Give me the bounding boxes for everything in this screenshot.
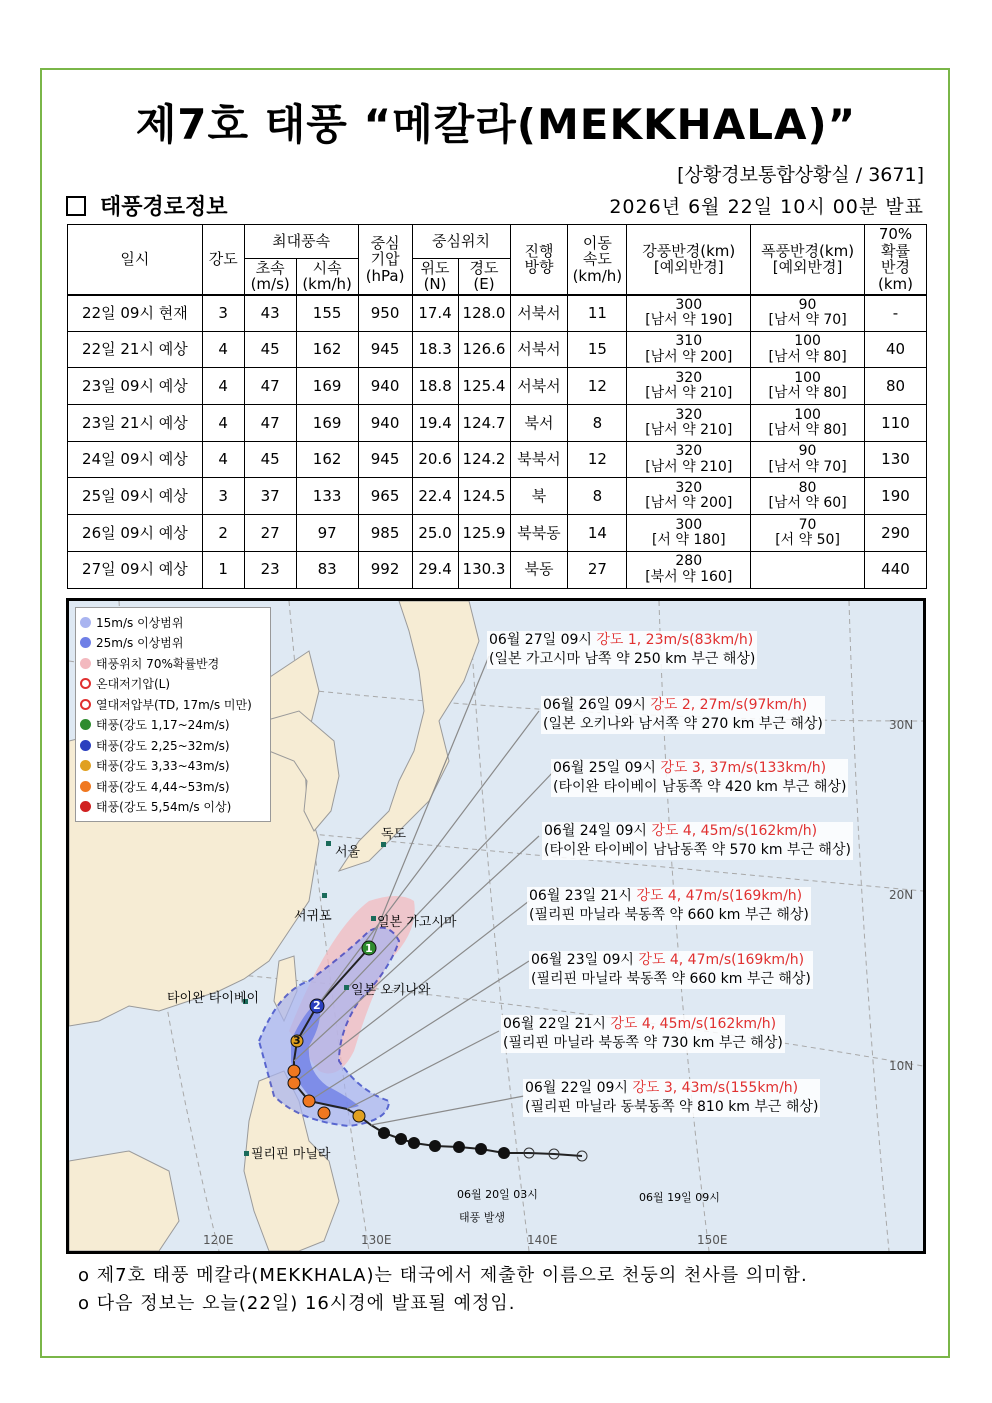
legend-item [80, 633, 266, 654]
typhoon-marker [429, 1140, 441, 1152]
cell-pressure: 992 [358, 551, 412, 588]
cell-lat: 18.3 [412, 331, 458, 368]
header-direction: 진행 방향 [510, 225, 568, 295]
cell-pressure: 950 [358, 295, 412, 332]
legend-item [80, 694, 266, 715]
checkbox-icon [66, 196, 86, 216]
cell-direction: 북서 [510, 405, 568, 442]
cell-prob: 130 [864, 441, 926, 478]
annotation-day26: 06월 26일 09시 강도 2, 27m/s(97km/h) (일본 오키나와 남서쪽 약 270 km 부근 해상) [543, 697, 823, 732]
note-2: o 다음 정보는 오늘(22일) 16시경에 발표될 예정임. [78, 1292, 516, 1314]
legend-label: 태풍(강도 3,33~43m/s) [96, 759, 230, 774]
header-lat: 위도 (N) [412, 259, 458, 295]
cell-wind-ms: 43 [244, 295, 296, 332]
cell-lon: 130.3 [458, 551, 510, 588]
cell-strength: 3 [202, 295, 244, 332]
cell-wind-kmh: 169 [296, 405, 358, 442]
typhoon-marker [408, 1137, 420, 1149]
section-title: 태풍경로정보 [100, 195, 228, 220]
typhoon-track-map [66, 598, 926, 1254]
cell-datetime: 22일 21시 예상 [68, 331, 203, 368]
grid-140e: 140E [527, 1233, 558, 1247]
table-row [68, 551, 927, 588]
cell-lat: 29.4 [412, 551, 458, 588]
header-wind-ms: 초속 (m/s) [244, 259, 296, 295]
grid-130e: 130E [361, 1233, 392, 1247]
cell-strength: 4 [202, 368, 244, 405]
cell-storm: 100 [남서 약 80] [751, 405, 865, 442]
cell-prob: 40 [864, 331, 926, 368]
annotation-day23-09: 06월 23일 09시 강도 4, 47m/s(169km/h) (필리핀 마닐라 북동쪽 약 660 km 부근 해상) [531, 952, 811, 987]
cell-lon: 128.0 [458, 295, 510, 332]
header-pressure: 중심 기압 (hPa) [358, 225, 412, 295]
cell-lon: 124.7 [458, 405, 510, 442]
cell-storm: 90 [남서 약 70] [751, 441, 865, 478]
issued-time: 2026년 6월 22일 10시 00분 발표 [609, 196, 924, 218]
marker-number-2: 2 [313, 999, 321, 1012]
cell-direction: 서북서 [510, 295, 568, 332]
legend-item [80, 653, 266, 674]
place-kagoshima: 일본 가고시마 [377, 915, 457, 930]
cell-pressure: 940 [358, 405, 412, 442]
header-strength: 강도 [202, 225, 244, 295]
legend-swatch-icon [80, 801, 91, 812]
cell-prob: 290 [864, 515, 926, 552]
legend-label: 15m/s 이상범위 [96, 615, 184, 630]
cell-lat: 22.4 [412, 478, 458, 515]
typhoon-marker-s3 [353, 1110, 365, 1122]
cell-speed: 12 [568, 441, 627, 478]
legend-swatch-icon [80, 760, 91, 771]
cell-datetime: 23일 21시 예상 [68, 405, 203, 442]
cell-pressure: 985 [358, 515, 412, 552]
cell-lon: 125.9 [458, 515, 510, 552]
typhoon-marker [475, 1143, 487, 1155]
header-datetime: 일시 [68, 225, 203, 295]
table-row [68, 478, 927, 515]
typhoon-marker [395, 1133, 407, 1145]
cell-strength: 4 [202, 331, 244, 368]
table-row [68, 405, 927, 442]
cell-speed: 27 [568, 551, 627, 588]
cell-storm: 90 [남서 약 70] [751, 295, 865, 332]
place-taipei: 타이완 타이베이 [167, 991, 260, 1006]
grid-30n: 30N [889, 718, 914, 732]
cell-direction: 북 [510, 478, 568, 515]
grid-120e: 120E [203, 1233, 234, 1247]
cell-speed: 12 [568, 368, 627, 405]
cell-strength: 4 [202, 405, 244, 442]
header-gale: 강풍반경(km) [예외반경] [627, 225, 751, 295]
cell-storm: 100 [남서 약 80] [751, 331, 865, 368]
cell-direction: 북북서 [510, 441, 568, 478]
cell-lon: 124.5 [458, 478, 510, 515]
cell-wind-ms: 45 [244, 441, 296, 478]
legend-label: 태풍(강도 4,44~53m/s) [96, 779, 230, 794]
cell-direction: 서북서 [510, 368, 568, 405]
cell-lon: 124.2 [458, 441, 510, 478]
cell-strength: 4 [202, 441, 244, 478]
typhoon-marker [453, 1141, 465, 1153]
map-legend [75, 607, 271, 822]
cell-wind-kmh: 155 [296, 295, 358, 332]
legend-label: 태풍(강도 5,54m/s 이상) [96, 800, 232, 815]
cell-wind-kmh: 162 [296, 441, 358, 478]
cell-gale: 320 [남서 약 210] [627, 441, 751, 478]
header-speed: 이동 속도 (km/h) [568, 225, 627, 295]
cell-speed: 15 [568, 331, 627, 368]
legend-label: 태풍(강도 2,25~32m/s) [96, 738, 230, 753]
page-title: 제7호 태풍 “메칼라(MEKKHALA)” [135, 100, 857, 149]
cell-lon: 125.4 [458, 368, 510, 405]
cell-datetime: 24일 09시 예상 [68, 441, 203, 478]
typhoon-marker-s4 [288, 1077, 300, 1089]
cell-lat: 17.4 [412, 295, 458, 332]
annotation-day25: 06월 25일 09시 강도 3, 37m/s(133km/h) (타이완 타이베이 남동쪽 약 420 km 부근 해상) [553, 760, 847, 795]
cell-lat: 18.8 [412, 368, 458, 405]
annotation-day22-09: 06월 22일 09시 강도 3, 43m/s(155km/h) (필리핀 마닐라 동북동쪽 약 810 km 부근 해상) [525, 1080, 819, 1115]
note-1: o 제7호 태풍 메칼라(MEKKHALA)는 태국에서 제출한 이름으로 천둥의 천사를 의미함. [78, 1265, 808, 1286]
table-row [68, 441, 927, 478]
cell-lat: 19.4 [412, 405, 458, 442]
header-wind-kmh: 시속 (km/h) [296, 259, 358, 295]
legend-item [80, 674, 266, 695]
legend-swatch-icon [80, 719, 91, 730]
cell-pressure: 945 [358, 441, 412, 478]
cell-datetime: 26일 09시 예상 [68, 515, 203, 552]
table-row [68, 515, 927, 552]
notes [78, 1262, 808, 1318]
cell-gale: 320 [남서 약 200] [627, 478, 751, 515]
cell-speed: 8 [568, 405, 627, 442]
cell-wind-ms: 27 [244, 515, 296, 552]
cell-gale: 300 [서 약 180] [627, 515, 751, 552]
cell-wind-kmh: 169 [296, 368, 358, 405]
typhoon-marker-s4 [318, 1107, 330, 1119]
marker-number-1: 1 [365, 942, 373, 955]
cell-storm: 100 [남서 약 80] [751, 368, 865, 405]
cell-gale: 320 [남서 약 210] [627, 405, 751, 442]
cell-wind-ms: 47 [244, 405, 296, 442]
table-body [68, 295, 927, 589]
place-seogwipo: 서귀포 [294, 909, 332, 924]
legend-label: 태풍위치 70%확률반경 [96, 656, 220, 671]
annotation-day23-21: 06월 23일 21시 강도 4, 47m/s(169km/h) (필리핀 마닐라 북동쪽 약 660 km 부근 해상) [529, 888, 809, 923]
grid-150e: 150E [697, 1233, 728, 1247]
legend-item [80, 612, 266, 633]
formed-date: 06월 20일 03시 [457, 1188, 538, 1201]
cell-pressure: 940 [358, 368, 412, 405]
section-heading [66, 190, 228, 221]
legend-swatch-icon [80, 678, 91, 689]
table-row [68, 295, 927, 332]
typhoon-marker-s4 [303, 1095, 315, 1107]
cell-prob: 110 [864, 405, 926, 442]
place-dokdo: 독도 [381, 827, 407, 842]
cell-datetime: 22일 09시 현재 [68, 295, 203, 332]
header-storm: 폭풍반경(km) [예외반경] [751, 225, 865, 295]
legend-swatch-icon [80, 658, 91, 669]
cell-wind-kmh: 133 [296, 478, 358, 515]
cell-wind-kmh: 97 [296, 515, 358, 552]
legend-label: 온대저기압(L) [96, 677, 171, 692]
marker-number-3: 3 [293, 1034, 301, 1047]
cell-wind-kmh: 83 [296, 551, 358, 588]
cell-storm [751, 551, 865, 588]
legend-item [80, 756, 266, 777]
typhoon-marker-s4 [288, 1065, 300, 1077]
cell-speed: 11 [568, 295, 627, 332]
legend-item [80, 735, 266, 756]
legend-label: 열대저압부(TD, 17m/s 미만) [96, 697, 252, 712]
cell-storm: 80 [남서 약 60] [751, 478, 865, 515]
cell-wind-kmh: 162 [296, 331, 358, 368]
cell-prob: 80 [864, 368, 926, 405]
cell-datetime: 27일 09시 예상 [68, 551, 203, 588]
grid-20n: 20N [889, 888, 914, 902]
start-date: 06월 19일 09시 [639, 1191, 720, 1204]
annotation-day22-21: 06월 22일 21시 강도 4, 45m/s(162km/h) (필리핀 마닐라 북동쪽 약 730 km 부근 해상) [503, 1016, 783, 1051]
annotation-day24: 06월 24일 09시 강도 4, 45m/s(162km/h) (타이완 타이베이 남남동쪽 약 570 km 부근 해상) [544, 823, 851, 858]
legend-swatch-icon [80, 617, 91, 628]
grid-10n: 10N [889, 1059, 914, 1073]
cell-prob: 440 [864, 551, 926, 588]
cell-gale: 320 [남서 약 210] [627, 368, 751, 405]
cell-direction: 북북동 [510, 515, 568, 552]
legend-item [80, 715, 266, 736]
cell-wind-ms: 47 [244, 368, 296, 405]
cell-strength: 1 [202, 551, 244, 588]
table-row [68, 368, 927, 405]
cell-wind-ms: 23 [244, 551, 296, 588]
cell-prob: - [864, 295, 926, 332]
cell-direction: 북동 [510, 551, 568, 588]
cell-lat: 25.0 [412, 515, 458, 552]
cell-gale: 310 [남서 약 200] [627, 331, 751, 368]
place-manila: 필리핀 마닐라 [251, 1147, 331, 1162]
typhoon-marker [498, 1147, 510, 1159]
place-okinawa: 일본 오키나와 [351, 983, 431, 998]
place-seoul: 서울 [335, 845, 361, 860]
formed-label: 태풍 발생 [459, 1211, 506, 1224]
cell-gale: 280 [북서 약 160] [627, 551, 751, 588]
legend-swatch-icon [80, 740, 91, 751]
header-prob: 70% 확률 반경 (km) [864, 225, 926, 295]
cell-wind-ms: 37 [244, 478, 296, 515]
header-center: 중심위치 [412, 225, 510, 259]
legend-item [80, 776, 266, 797]
legend-swatch-icon [80, 781, 91, 792]
legend-label: 25m/s 이상범위 [96, 636, 184, 651]
header-lon: 경도 (E) [458, 259, 510, 295]
cell-lat: 20.6 [412, 441, 458, 478]
typhoon-info-table [67, 224, 927, 589]
cell-strength: 3 [202, 478, 244, 515]
cell-lon: 126.6 [458, 331, 510, 368]
cell-direction: 서북서 [510, 331, 568, 368]
table-row [68, 331, 927, 368]
legend-label: 태풍(강도 1,17~24m/s) [96, 718, 230, 733]
cell-datetime: 23일 09시 예상 [68, 368, 203, 405]
cell-pressure: 965 [358, 478, 412, 515]
cell-gale: 300 [남서 약 190] [627, 295, 751, 332]
cell-wind-ms: 45 [244, 331, 296, 368]
cell-datetime: 25일 09시 예상 [68, 478, 203, 515]
cell-speed: 8 [568, 478, 627, 515]
typhoon-marker [378, 1127, 390, 1139]
annotation-day27: 06월 27일 09시 강도 1, 23m/s(83km/h) (일본 가고시마 남쪽 약 250 km 부근 해상) [489, 632, 756, 667]
legend-swatch-icon [80, 637, 91, 648]
cell-storm: 70 [서 약 50] [751, 515, 865, 552]
header-max-wind: 최대풍속 [244, 225, 358, 259]
legend-item [80, 797, 266, 818]
cell-pressure: 945 [358, 331, 412, 368]
cell-strength: 2 [202, 515, 244, 552]
cell-speed: 14 [568, 515, 627, 552]
cell-prob: 190 [864, 478, 926, 515]
department-label: [상황경보통합상황실 / 3671] [677, 164, 924, 186]
legend-swatch-icon [80, 699, 91, 710]
